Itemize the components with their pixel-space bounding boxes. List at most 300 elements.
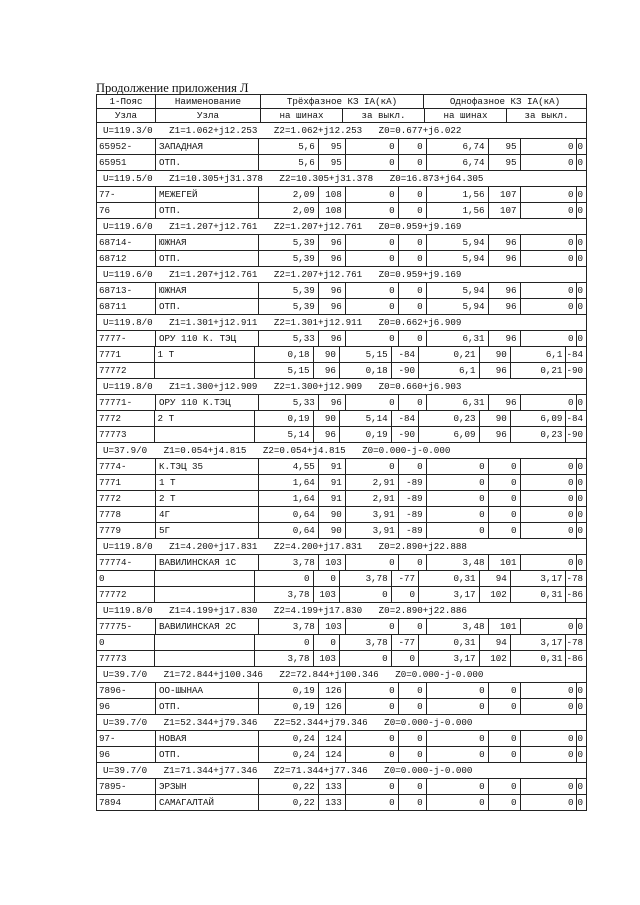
table-row — [97, 571, 586, 587]
value-cell: 0 — [314, 635, 340, 650]
block-params: U=39.7/0 Z1=52.344+j79.346 Z2=52.344+j79.346 Z0=0.000-j-0.000 — [97, 715, 586, 731]
value-cell: 0 — [427, 747, 489, 762]
value-cell: 0 — [346, 283, 399, 298]
node-name: 2 Т — [154, 411, 255, 426]
value-cell: 103 — [319, 555, 346, 570]
value-cell: 0 — [346, 251, 399, 266]
value-cell: -84 — [566, 413, 583, 424]
value-cell: 0 — [521, 555, 578, 570]
value-cell: 0 — [521, 747, 578, 762]
value-cell: 0 — [399, 139, 427, 154]
value-cell: 95 — [489, 139, 521, 154]
value-cell: 0 — [346, 299, 399, 314]
value-cell: 3,78 — [255, 587, 314, 602]
value-cell: 0 — [577, 781, 583, 792]
node-id: 77771- — [99, 397, 133, 408]
value-cell: 96 — [480, 427, 511, 442]
node-id: 68712 — [99, 253, 127, 264]
table-row — [97, 283, 586, 299]
value-cell: 0 — [399, 283, 427, 298]
header-node-name-label: Узла — [156, 109, 261, 122]
table-row — [97, 299, 586, 315]
value-cell: 0 — [427, 507, 489, 522]
node-name: ОТП. — [155, 699, 259, 714]
value-cell: 5,6 — [259, 139, 319, 154]
value-cell: 3,78 — [255, 651, 314, 666]
value-cell: 95 — [319, 155, 346, 170]
value-cell: 94 — [480, 635, 511, 650]
value-cell: 0,19 — [340, 427, 392, 442]
value-cell: 0 — [392, 587, 419, 602]
node-name: ОТП. — [155, 299, 259, 314]
header-3ph-on-busbar: на шинах — [261, 109, 343, 122]
node-name — [154, 587, 255, 602]
value-cell: 0 — [399, 203, 427, 218]
value-cell: 0 — [489, 459, 521, 474]
block-params: U=119.6/0 Z1=1.207+j12.761 Z2=1.207+j12.761 Z0=0.959+j9.169 — [97, 219, 586, 235]
value-cell: 96 — [489, 395, 521, 410]
value-cell: 0 — [521, 299, 578, 314]
node-name: 4Г — [155, 507, 259, 522]
value-cell: 3,17 — [511, 635, 567, 650]
value-cell: 96 — [314, 363, 340, 378]
value-cell: 0 — [399, 251, 427, 266]
value-cell: 0 — [577, 333, 583, 344]
value-cell: 96 — [489, 283, 521, 298]
node-id: 7777- — [99, 333, 127, 344]
value-cell: -78 — [566, 573, 583, 584]
node-name: ОТП. — [155, 203, 259, 218]
value-cell: 2,91 — [346, 475, 399, 490]
value-cell: 3,78 — [340, 571, 392, 586]
value-cell: 90 — [480, 347, 511, 362]
value-cell: 0,23 — [511, 427, 567, 442]
value-cell: 0,21 — [511, 363, 567, 378]
value-cell: 0 — [346, 747, 399, 762]
value-cell: 0 — [521, 459, 578, 474]
value-cell: 0,19 — [259, 683, 319, 698]
node-id: 7771 — [99, 477, 122, 488]
value-cell: 0 — [521, 683, 578, 698]
value-cell: 0 — [521, 139, 578, 154]
node-name: ОРУ 110 К. ТЭЦ — [155, 331, 259, 346]
node-id: 96 — [99, 749, 111, 760]
value-cell: 0 — [399, 619, 427, 634]
node-name: К.ТЭЦ 35 — [155, 459, 259, 474]
value-cell: -84 — [392, 411, 419, 426]
node-id: 0 — [99, 637, 105, 648]
table-row — [97, 363, 586, 379]
header-single-phase: Однофазное КЗ IA(кА) — [449, 96, 561, 107]
value-cell: 96 — [319, 251, 346, 266]
value-cell: 0,24 — [259, 747, 319, 762]
table-row — [97, 747, 586, 763]
value-cell: 0 — [521, 491, 578, 506]
block-params: U=39.7/0 Z1=72.844+j100.346 Z2=72.844+j100.346 Z0=0.000-j-0.000 — [97, 667, 586, 683]
value-cell: 108 — [319, 187, 346, 202]
table-row — [97, 635, 586, 651]
value-cell: 5,6 — [259, 155, 319, 170]
table-row — [97, 699, 586, 715]
node-id: 7779 — [99, 525, 122, 536]
value-cell: 0 — [521, 779, 578, 794]
value-cell: 6,31 — [427, 331, 489, 346]
value-cell: 0 — [399, 795, 427, 810]
value-cell: 2,09 — [259, 203, 319, 218]
table-header-row-1 — [97, 95, 586, 109]
header-zone-label: 1-Пояс — [97, 95, 156, 108]
value-cell: 0 — [346, 555, 399, 570]
table-row — [97, 427, 586, 443]
value-cell: 1,64 — [259, 491, 319, 506]
value-cell: 5,94 — [427, 283, 489, 298]
value-cell: -86 — [566, 589, 583, 600]
value-cell: 6,31 — [427, 395, 489, 410]
value-cell: 3,17 — [419, 651, 480, 666]
value-cell: 96 — [319, 395, 346, 410]
block-params: U=119.8/0 Z1=1.300+j12.909 Z2=1.300+j12.909 Z0=0.660+j6.903 — [97, 379, 586, 395]
value-cell: 0 — [489, 731, 521, 746]
header-3ph-behind-breaker: за выкл. — [343, 109, 425, 122]
value-cell: -84 — [566, 349, 583, 360]
value-cell: 90 — [319, 507, 346, 522]
value-cell: 5,39 — [259, 299, 319, 314]
value-cell: 124 — [319, 731, 346, 746]
value-cell: 90 — [480, 411, 511, 426]
node-name: ЮЖНАЯ — [155, 235, 259, 250]
value-cell: 0 — [346, 187, 399, 202]
value-cell: 0 — [427, 795, 489, 810]
value-cell: 0 — [489, 491, 521, 506]
value-cell: 0 — [346, 619, 399, 634]
value-cell: 0 — [577, 237, 583, 248]
value-cell: 0 — [521, 331, 578, 346]
value-cell: 0 — [399, 747, 427, 762]
value-cell: -90 — [392, 427, 419, 442]
value-cell: 0 — [577, 509, 583, 520]
value-cell: 0 — [577, 189, 583, 200]
header-1ph-behind-breaker: за выкл. — [524, 110, 569, 121]
header-node-label: Узла — [97, 109, 156, 122]
table-row — [97, 187, 586, 203]
node-id: 77774- — [99, 557, 133, 568]
value-cell: 0,31 — [511, 651, 567, 666]
value-cell: 0 — [399, 683, 427, 698]
value-cell: 0 — [399, 155, 427, 170]
value-cell: 0,22 — [259, 795, 319, 810]
value-cell: 6,09 — [511, 411, 567, 426]
value-cell: -90 — [392, 363, 419, 378]
value-cell: 0 — [521, 235, 578, 250]
node-name: ЭРЗЫН — [155, 779, 259, 794]
value-cell: 0 — [577, 397, 583, 408]
value-cell: 90 — [314, 347, 340, 362]
value-cell: -84 — [392, 347, 419, 362]
node-name: ОРУ 110 К.ТЭЦ — [155, 395, 259, 410]
value-cell: 0 — [427, 523, 489, 538]
block-params: U=119.6/0 Z1=1.207+j12.761 Z2=1.207+j12.761 Z0=0.959+j9.169 — [97, 267, 586, 283]
node-id: 68713- — [99, 285, 133, 296]
value-cell: 3,78 — [259, 619, 319, 634]
value-cell: 0 — [399, 331, 427, 346]
node-id: 97- — [99, 733, 116, 744]
value-cell: 0 — [255, 571, 314, 586]
node-id: 77772 — [99, 589, 127, 600]
value-cell: -90 — [566, 429, 583, 440]
block-params: U=119.8/0 Z1=4.200+j17.831 Z2=4.200+j17.831 Z0=2.890+j22.888 — [97, 539, 586, 555]
table-row — [97, 203, 586, 219]
value-cell: 0,22 — [259, 779, 319, 794]
value-cell: 0,31 — [419, 635, 480, 650]
value-cell: 0 — [577, 157, 583, 168]
value-cell: 0 — [521, 699, 578, 714]
node-name: ОО-ШЫНАА — [155, 683, 259, 698]
value-cell: 0 — [577, 477, 583, 488]
value-cell: 96 — [319, 235, 346, 250]
value-cell: 5,14 — [255, 427, 314, 442]
value-cell: 0 — [577, 701, 583, 712]
value-cell: 0 — [577, 621, 583, 632]
value-cell: 96 — [480, 363, 511, 378]
node-name — [154, 427, 255, 442]
block-params: U=39.7/0 Z1=71.344+j77.346 Z2=71.344+j77.346 Z0=0.000-j-0.000 — [97, 763, 586, 779]
value-cell: 96 — [319, 299, 346, 314]
node-name: ЮЖНАЯ — [155, 283, 259, 298]
value-cell: 95 — [489, 155, 521, 170]
value-cell: 0 — [521, 203, 578, 218]
node-name: ОТП. — [155, 251, 259, 266]
value-cell: 91 — [319, 491, 346, 506]
value-cell: 0,18 — [340, 363, 392, 378]
value-cell: 0 — [346, 139, 399, 154]
node-name — [154, 363, 255, 378]
value-cell: 103 — [314, 587, 340, 602]
value-cell: 0 — [399, 779, 427, 794]
table-row — [97, 347, 586, 363]
value-cell: 0 — [399, 395, 427, 410]
value-cell: 0 — [521, 155, 578, 170]
value-cell: 1,56 — [427, 203, 489, 218]
value-cell: 0 — [346, 779, 399, 794]
table-row — [97, 139, 586, 155]
node-id: 65951 — [99, 157, 127, 168]
value-cell: 124 — [319, 747, 346, 762]
node-id: 7771 — [99, 349, 122, 360]
value-cell: 96 — [489, 299, 521, 314]
value-cell: 0 — [489, 507, 521, 522]
value-cell: 0 — [577, 557, 583, 568]
value-cell: 0 — [427, 683, 489, 698]
block-params: U=119.8/0 Z1=4.199+j17.830 Z2=4.199+j17.830 Z0=2.890+j22.886 — [97, 603, 586, 619]
node-id: 77- — [99, 189, 116, 200]
value-cell: 96 — [319, 331, 346, 346]
node-name: НОВАЯ — [155, 731, 259, 746]
value-cell: 0 — [521, 523, 578, 538]
node-id: 77772 — [99, 365, 127, 376]
value-cell: 0 — [521, 187, 578, 202]
value-cell: 0,64 — [259, 523, 319, 538]
value-cell: 0 — [577, 301, 583, 312]
value-cell: 3,78 — [259, 555, 319, 570]
value-cell: 5,33 — [259, 331, 319, 346]
value-cell: 5,39 — [259, 283, 319, 298]
value-cell: 0 — [346, 683, 399, 698]
node-name: ВАВИЛИНСКАЯ 1С — [155, 555, 259, 570]
node-id: 76 — [99, 205, 111, 216]
value-cell: 0,31 — [419, 571, 480, 586]
value-cell: 0 — [577, 253, 583, 264]
value-cell: 0 — [314, 571, 340, 586]
table-row — [97, 795, 586, 810]
node-id: 77773 — [99, 653, 127, 664]
value-cell: 95 — [319, 139, 346, 154]
value-cell: 107 — [489, 203, 521, 218]
value-cell: 5,39 — [259, 251, 319, 266]
table-row — [97, 651, 586, 667]
value-cell: 102 — [480, 651, 511, 666]
block-params: U=119.8/0 Z1=1.301+j12.911 Z2=1.301+j12.911 Z0=0.662+j6.909 — [97, 315, 586, 331]
value-cell: 3,17 — [511, 571, 567, 586]
block-params: U=119.5/0 Z1=10.305+j31.378 Z2=10.305+j31.378 Z0=16.873+j64.305 — [97, 171, 586, 187]
table-row — [97, 251, 586, 267]
table-row — [97, 555, 586, 571]
value-cell: 0 — [489, 747, 521, 762]
table-row — [97, 683, 586, 699]
table-row — [97, 507, 586, 523]
value-cell: 0 — [521, 251, 578, 266]
node-id: 65952- — [99, 141, 133, 152]
value-cell: 5,94 — [427, 251, 489, 266]
value-cell: 6,74 — [427, 139, 489, 154]
node-name: ОТП. — [155, 747, 259, 762]
node-id: 96 — [99, 701, 111, 712]
table-row — [97, 395, 586, 411]
value-cell: 0,31 — [511, 587, 567, 602]
value-cell: 5,33 — [259, 395, 319, 410]
value-cell: 0 — [577, 685, 583, 696]
value-cell: 0 — [346, 795, 399, 810]
value-cell: 0 — [577, 205, 583, 216]
value-cell: 0 — [346, 731, 399, 746]
value-cell: 3,17 — [419, 587, 480, 602]
value-cell: 0 — [427, 779, 489, 794]
node-name — [154, 651, 255, 666]
value-cell: 0 — [427, 731, 489, 746]
value-cell: 107 — [489, 187, 521, 202]
value-cell: 0 — [521, 619, 578, 634]
header-three-phase: Трёхфазное КЗ IA(кА) — [261, 95, 424, 108]
value-cell: 90 — [319, 523, 346, 538]
value-cell: 3,48 — [427, 555, 489, 570]
table-row — [97, 459, 586, 475]
value-cell: 0 — [392, 651, 419, 666]
value-cell: 5,94 — [427, 299, 489, 314]
value-cell: 91 — [319, 459, 346, 474]
value-cell: 0,24 — [259, 731, 319, 746]
block-params: U=119.3/0 Z1=1.062+j12.253 Z2=1.062+j12.253 Z0=0.677+j6.022 — [97, 123, 586, 139]
value-cell: -89 — [399, 475, 427, 490]
value-cell: 0 — [577, 285, 583, 296]
block-params: U=37.9/0 Z1=0.054+j4.815 Z2=0.054+j4.815 Z0=0.000-j-0.000 — [97, 443, 586, 459]
value-cell: -89 — [399, 507, 427, 522]
node-name: ОТП. — [155, 155, 259, 170]
value-cell: 0 — [521, 475, 578, 490]
node-name: САМАГАЛТАЙ — [155, 795, 259, 810]
value-cell: 0,21 — [419, 347, 480, 362]
value-cell: 133 — [319, 795, 346, 810]
value-cell: 0,19 — [259, 699, 319, 714]
node-name: 5Г — [155, 523, 259, 538]
value-cell: 0 — [489, 699, 521, 714]
value-cell: 108 — [319, 203, 346, 218]
node-id: 7772 — [99, 413, 122, 424]
table-row — [97, 331, 586, 347]
header-name-label: Наименование — [156, 95, 261, 108]
value-cell: 0 — [489, 683, 521, 698]
value-cell: 0,64 — [259, 507, 319, 522]
value-cell: 0 — [521, 283, 578, 298]
node-name — [154, 635, 255, 650]
value-cell: 0 — [489, 475, 521, 490]
value-cell: 0 — [346, 235, 399, 250]
node-name: ВАВИЛИНСКАЯ 2С — [155, 619, 259, 634]
value-cell: -78 — [566, 637, 583, 648]
node-name: 1 Т — [154, 347, 255, 362]
value-cell: -89 — [399, 523, 427, 538]
value-cell: 0 — [346, 331, 399, 346]
value-cell: 0 — [340, 587, 392, 602]
node-id: 7772 — [99, 493, 122, 504]
value-cell: 1,64 — [259, 475, 319, 490]
document-title: Продолжение приложения Л — [96, 81, 249, 95]
value-cell: 2,09 — [259, 187, 319, 202]
value-cell: 0 — [340, 651, 392, 666]
value-cell: 126 — [319, 683, 346, 698]
value-cell: -89 — [399, 491, 427, 506]
value-cell: 0 — [255, 635, 314, 650]
value-cell: 6,1 — [419, 363, 480, 378]
value-cell: 0 — [346, 395, 399, 410]
value-cell: 0 — [399, 187, 427, 202]
header-1ph-on-busbar: на шинах — [425, 109, 507, 122]
node-id: 0 — [99, 573, 105, 584]
value-cell: 6,74 — [427, 155, 489, 170]
value-cell: 0 — [577, 141, 583, 152]
node-name: 1 Т — [155, 475, 259, 490]
node-id: 68711 — [99, 301, 127, 312]
value-cell: 0 — [427, 475, 489, 490]
value-cell: 5,94 — [427, 235, 489, 250]
value-cell: -86 — [566, 653, 583, 664]
value-cell: 133 — [319, 779, 346, 794]
node-name: 2 Т — [155, 491, 259, 506]
value-cell: 101 — [489, 555, 521, 570]
node-id: 68714- — [99, 237, 133, 248]
value-cell: 0 — [427, 699, 489, 714]
value-cell: 102 — [480, 587, 511, 602]
value-cell: 0 — [577, 733, 583, 744]
value-cell: 103 — [319, 619, 346, 634]
table-row — [97, 619, 586, 635]
value-cell: 3,48 — [427, 619, 489, 634]
value-cell: 90 — [314, 411, 340, 426]
value-cell: 0 — [521, 395, 578, 410]
value-cell: 0 — [346, 203, 399, 218]
value-cell: 6,09 — [419, 427, 480, 442]
table-row — [97, 779, 586, 795]
value-cell: 5,14 — [340, 411, 392, 426]
value-cell: 0 — [577, 797, 583, 808]
